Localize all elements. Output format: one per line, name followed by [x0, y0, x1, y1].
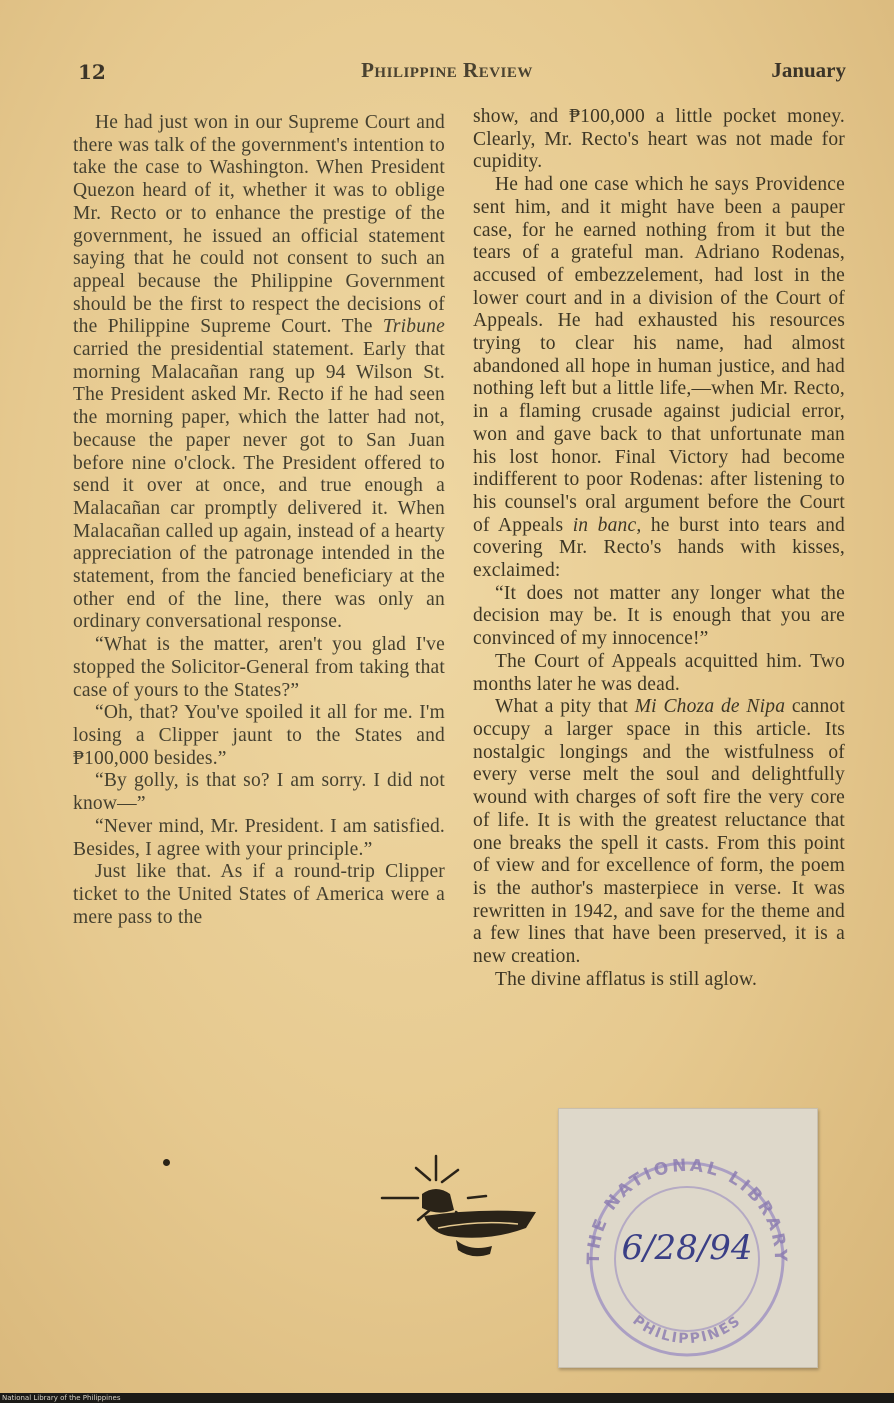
paragraph	[473, 696, 845, 968]
paragraph: Just like that. As if a round-trip Clipper ticket to the United States of America were a mere pass to the	[73, 861, 445, 928]
paragraph: show, and ₱100,000 a little pocket money. Clearly, Mr. Recto's heart was not made for cupidity.	[473, 106, 845, 173]
seal-bottom-text: PHILIPPINES	[629, 1312, 745, 1348]
footer-credit: National Library of the Philippines	[2, 1394, 121, 1402]
library-seal-icon	[559, 1109, 817, 1367]
paragraph: “Never mind, Mr. President. I am satisfied. Besides, I agree with your principle.”	[73, 815, 445, 860]
seal-ring-text: THE NATIONAL LIBRARY	[583, 1155, 791, 1265]
paragraph-text: carried the presidential statement. Early that morning Malacañan rang up 94 Wilson St. The President asked Mr. Recto if he had seen the morning paper, which the latter had not, because the paper never got to San Juan before nine o'clock. The President offered to send it over at once, and true enough a Malacañan car promptly delivered it. When Malacañan called up again, instead of a hearty appreciation of the patronage intended in the statement, from the fancied beneficiary at the other end of the line, there was only an ordinary conversational response.	[73, 339, 445, 633]
paragraph-text: He had just won in our Supreme Court and there was talk of the government's intention to take the case to Washington. When President Quezon heard of it, whether it was to oblige Mr. Recto or to enhance the prestige of the government, he issued an official statement saying that he could not consent to such an appeal because the Philippine Government should be the first to respect the decisions of the Philippine Supreme Court. The	[73, 112, 445, 338]
right-column	[473, 106, 845, 991]
paragraph-text: cannot occupy a larger space in this article. Its nostalgic longings and the wistfulness of every verse melt the soul and delightfully wound with charges of soft fire the very core of life. It is with the greatest reluctance that one breaks the spell it casts. From this point of view and for excellence of form, the poem is the author's masterpiece in verse. It was rewritten in 1942, and save for the theme and a few lines that have been preserved, it is a new creation.	[473, 696, 845, 968]
paragraph	[473, 174, 845, 583]
paragraph-text: he burst into tears and covering Mr. Recto's hands with kisses, exclaimed:	[473, 514, 845, 582]
paragraph	[73, 112, 445, 634]
paragraph: “What is the matter, aren't you glad I've stopped the Solicitor-General from taking that case of yours to the States?”	[73, 634, 445, 701]
ink-dot	[163, 1159, 170, 1166]
left-column	[73, 112, 445, 929]
paragraph: The divine afflatus is still aglow.	[495, 968, 758, 990]
italic-text: Tribune	[382, 316, 445, 338]
paragraph-text: What a pity that	[495, 696, 635, 718]
library-stamp-card	[558, 1108, 818, 1368]
lamp-ornament-icon	[378, 1150, 548, 1260]
accession-date: 6/28/94	[621, 1228, 753, 1268]
italic-text: in banc,	[572, 514, 642, 536]
issue-month: January	[771, 58, 846, 82]
paragraph: “Oh, that? You've spoiled it all for me. I'm losing a Clipper jaunt to the States and ₱100,000 besides.”	[73, 702, 445, 769]
paragraph: “By golly, is that so? I am sorry. I did not know—”	[73, 770, 445, 815]
running-header	[0, 56, 894, 86]
paragraph-text: He had one case which he says Providence sent him, and it might have been a pauper case, for he earned nothing from it but the tears of a grateful man. Adriano Rodenas, accused of embezzelement, had lost in the lower court and in a division of the Court of Appeals. He had exhausted his resources trying to clear his name, had almost abandoned all hope in human justice, and had nothing left but a little life,—when Mr. Recto, in a flaming crusade against judicial error, won and gave back to that unfortunate man his lost honor. Final Victory had become indifferent to poor Rodenas: after listening to his counsel's oral argument before the Court of Appeals	[473, 174, 845, 536]
page-number: 12	[78, 60, 106, 84]
italic-text: Mi Choza de Nipa	[634, 696, 786, 718]
paragraph: “It does not matter any longer what the decision may be. It is enough that you are convinced of my innocence!”	[473, 582, 845, 650]
publication-title: Philippine Review	[361, 58, 533, 82]
paragraph: The Court of Appeals acquitted him. Two months later he was dead.	[473, 650, 845, 695]
